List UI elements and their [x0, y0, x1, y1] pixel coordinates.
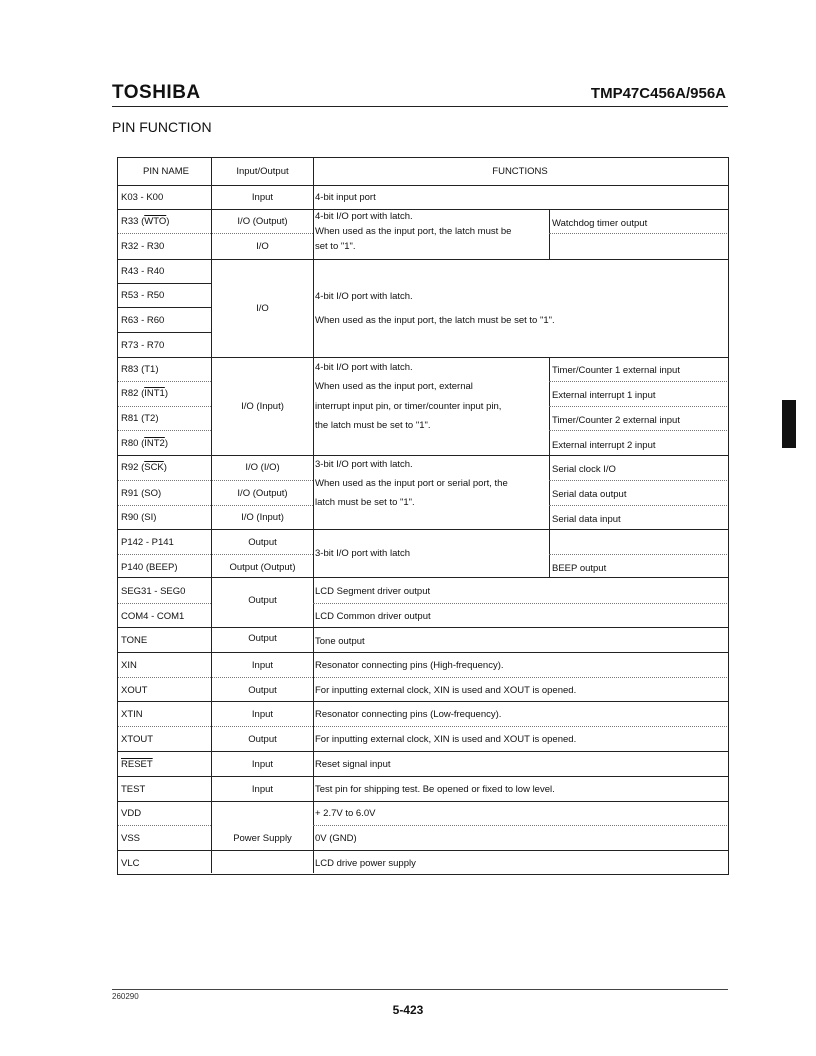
dotted-separator — [313, 825, 727, 826]
func-xtin: Resonator connecting pins (Low-frequency). — [315, 709, 502, 720]
func-xtout: For inputting external clock, XIN is used and XOUT is opened. — [315, 734, 577, 745]
func-r3-line3: set to "1". — [315, 241, 356, 252]
side-r90: Serial data input — [552, 514, 621, 525]
pin-seg: SEG31 - SEG0 — [121, 586, 186, 597]
pin-k03: K03 - K00 — [121, 192, 164, 203]
io-power: Power Supply — [233, 833, 292, 844]
pin-r83: R83 (T1) — [121, 364, 159, 375]
func-xin: Resonator connecting pins (High-frequency). — [315, 660, 504, 671]
col-divider — [313, 158, 314, 873]
pin-r73: R73 - R70 — [121, 340, 165, 351]
func-tone: Tone output — [315, 636, 365, 647]
side-r33: Watchdog timer output — [552, 218, 648, 229]
pin-xout: XOUT — [121, 685, 148, 696]
io-r33: I/O (Output) — [237, 216, 288, 227]
pin-xtout: XTOUT — [121, 734, 154, 745]
dotted-separator — [118, 677, 727, 678]
row-separator — [118, 283, 211, 284]
pin-r92-end: ) — [163, 462, 167, 473]
pin-test: TEST — [121, 784, 146, 795]
brand-logo: TOSHIBA — [112, 82, 201, 103]
func-vlc: LCD drive power supply — [315, 858, 416, 869]
side-r83: Timer/Counter 1 external input — [552, 365, 680, 376]
page-tab-marker — [782, 400, 796, 448]
page-number: 5-423 — [392, 1003, 424, 1017]
row-separator — [118, 627, 728, 628]
func-r4to7-line2: When used as the input port, the latch must be set to "1". — [315, 315, 555, 326]
func-r8-line2: When used as the input port, external — [315, 381, 473, 392]
pin-xtin: XTIN — [121, 709, 143, 720]
pin-r80 — [121, 438, 168, 450]
dotted-separator — [549, 480, 727, 481]
dotted-separator — [549, 406, 727, 407]
pin-reset-overbar: RESET — [121, 759, 153, 770]
pin-p142: P142 - P141 — [121, 537, 174, 548]
side-r92: Serial clock I/O — [552, 464, 616, 475]
side-p140: BEEP output — [552, 563, 607, 574]
row-separator — [118, 850, 728, 851]
func-test: Test pin for shipping test. Be opened or fixed to low level. — [315, 784, 555, 795]
func-vss: 0V (GND) — [315, 833, 357, 844]
pin-r80-overbar: INT2 — [144, 438, 165, 449]
pin-r32: R32 - R30 — [121, 241, 165, 252]
func-reset: Reset signal input — [315, 759, 391, 770]
func-com: LCD Common driver output — [315, 611, 431, 622]
row-separator — [118, 185, 728, 186]
col-divider — [549, 529, 550, 577]
header-rule — [112, 106, 728, 107]
io-k03: Input — [251, 192, 274, 203]
pin-r92 — [121, 462, 167, 474]
pin-r53: R53 - R50 — [121, 290, 165, 301]
side-r80: External interrupt 2 input — [552, 440, 656, 451]
pin-r33-overbar: $\overline{WTO}$ — [144, 216, 167, 227]
pin-r33 — [121, 216, 169, 228]
pin-p140: P140 (BEEP) — [121, 562, 178, 573]
row-separator — [118, 776, 728, 777]
dotted-separator — [118, 381, 211, 382]
func-r4to7-line1: 4-bit I/O port with latch. — [315, 291, 413, 302]
row-separator — [118, 357, 728, 358]
row-separator — [118, 209, 728, 210]
dotted-separator — [313, 603, 727, 604]
pin-reset — [121, 759, 153, 771]
dotted-separator — [118, 480, 313, 481]
io-test: Input — [251, 784, 274, 795]
pin-r81: R81 (T2) — [121, 413, 159, 424]
pin-tone: TONE — [121, 635, 148, 646]
dotted-separator — [118, 603, 211, 604]
header-input-output: Input/Output — [236, 166, 289, 177]
row-separator — [118, 259, 728, 260]
side-r81: Timer/Counter 2 external input — [552, 415, 680, 426]
pin-vdd: VDD — [121, 808, 142, 819]
row-separator — [118, 455, 728, 456]
row-separator — [118, 577, 728, 578]
footer-code: 260290 — [112, 992, 139, 1001]
io-r91: I/O (Output) — [237, 488, 288, 499]
io-lcd: Output — [248, 595, 277, 606]
dotted-separator — [549, 505, 727, 506]
pin-r82-base: R82 ( — [121, 388, 145, 399]
pin-r80-end: ) — [164, 438, 168, 449]
row-separator — [118, 307, 211, 308]
pin-r90: R90 (SI) — [121, 512, 157, 523]
footer-rule — [112, 989, 728, 990]
dotted-separator — [549, 381, 727, 382]
io-r4to7: I/O — [256, 303, 269, 314]
pin-xin: XIN — [121, 660, 137, 671]
col-divider — [549, 209, 550, 259]
col-divider — [549, 357, 550, 529]
io-r90: I/O (Input) — [241, 512, 284, 523]
pin-r82 — [121, 388, 168, 400]
io-p140: Output (Output) — [229, 562, 296, 573]
section-title: PIN FUNCTION — [112, 119, 212, 135]
dotted-separator — [118, 825, 211, 826]
func-r9-line3: latch must be set to "1". — [315, 497, 415, 508]
header-pin-name: PIN NAME — [143, 166, 189, 177]
func-vdd: + 2.7V to 6.0V — [315, 808, 376, 819]
func-r9-line1: 3-bit I/O port with latch. — [315, 459, 413, 470]
pin-vss: VSS — [121, 833, 141, 844]
side-r91: Serial data output — [552, 489, 627, 500]
pin-r82-overbar: INT1 — [144, 388, 165, 399]
io-xtin: Input — [251, 709, 274, 720]
dotted-separator — [118, 554, 313, 555]
io-xout: Output — [248, 685, 277, 696]
pin-r43: R43 - R40 — [121, 266, 165, 277]
io-xtout: Output — [248, 734, 277, 745]
row-separator — [118, 801, 728, 802]
io-reset: Input — [251, 759, 274, 770]
func-r8-line4: the latch must be set to "1". — [315, 420, 431, 431]
pin-r92-base: R92 ( — [121, 462, 145, 473]
func-r9-line2: When used as the input port or serial port, the — [315, 478, 508, 489]
header-functions: FUNCTIONS — [492, 166, 548, 177]
dotted-separator — [118, 726, 727, 727]
pin-function-table — [117, 157, 729, 875]
pin-r80-base: R80 ( — [121, 438, 145, 449]
dotted-separator — [549, 430, 727, 431]
pin-r91: R91 (SO) — [121, 488, 162, 499]
func-p14: 3-bit I/O port with latch — [315, 548, 411, 559]
pin-r63: R63 - R60 — [121, 315, 165, 326]
side-r82: External interrupt 1 input — [552, 390, 656, 401]
dotted-separator — [118, 430, 211, 431]
dotted-separator — [118, 505, 313, 506]
row-separator — [118, 701, 728, 702]
io-r8: I/O (Input) — [241, 401, 284, 412]
pin-r92-overbar: $\overline{SCK}$ — [144, 462, 164, 473]
dotted-separator — [549, 233, 727, 234]
func-r3-line1: 4-bit I/O port with latch. — [315, 211, 413, 222]
func-xout: For inputting external clock, XIN is used and XOUT is opened. — [315, 685, 577, 696]
io-tone: Output — [248, 633, 277, 644]
pin-r33-end: ) — [166, 216, 170, 227]
func-seg: LCD Segment driver output — [315, 586, 431, 597]
io-r32: I/O — [256, 241, 269, 252]
io-r92: I/O (I/O) — [245, 462, 280, 473]
row-separator — [118, 652, 728, 653]
row-separator — [118, 751, 728, 752]
io-p142: Output — [248, 537, 277, 548]
pin-com: COM4 - COM1 — [121, 611, 185, 622]
dotted-separator — [118, 233, 313, 234]
io-xin: Input — [251, 660, 274, 671]
func-r3-line2: When used as the input port, the latch must be — [315, 226, 512, 237]
part-number: TMP47C456A/956A — [590, 85, 726, 102]
func-k03: 4-bit input port — [315, 192, 376, 203]
row-separator — [118, 529, 728, 530]
col-divider — [211, 158, 212, 873]
pin-vlc: VLC — [121, 858, 140, 869]
func-r8-line1: 4-bit I/O port with latch. — [315, 362, 413, 373]
dotted-separator — [118, 406, 211, 407]
func-r8-line3: interrupt input pin, or timer/counter input pin, — [315, 401, 502, 412]
row-separator — [118, 332, 211, 333]
dotted-separator — [549, 554, 727, 555]
pin-r33-base: R33 ( — [121, 216, 145, 227]
pin-r82-end: ) — [164, 388, 168, 399]
